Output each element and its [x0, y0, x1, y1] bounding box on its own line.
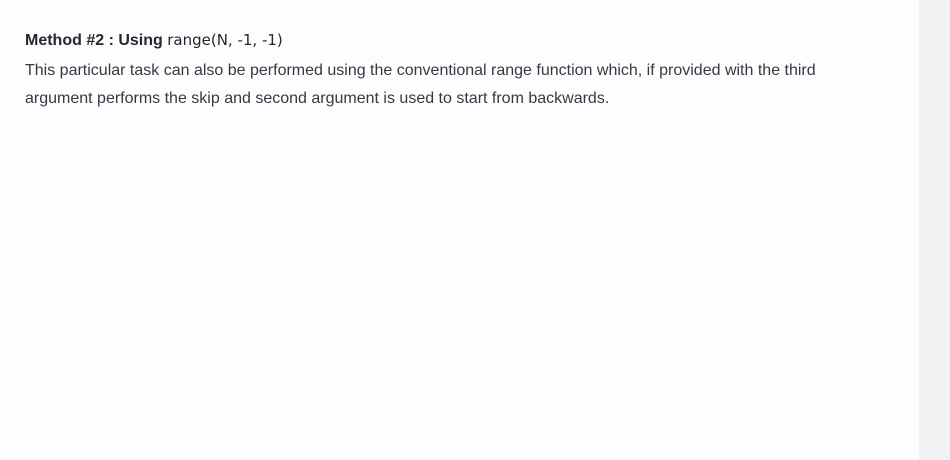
heading-code: range(N, -1, -1) — [167, 31, 283, 49]
right-gutter — [919, 0, 950, 460]
method-heading — [25, 28, 885, 53]
heading-prefix: Method #2 : Using — [25, 32, 168, 49]
article-section — [25, 28, 885, 113]
method-description: This particular task can also be performed using the conventional range function which, if provided with the third argument performs the skip and second argument is used to start from backwards. — [25, 62, 816, 107]
